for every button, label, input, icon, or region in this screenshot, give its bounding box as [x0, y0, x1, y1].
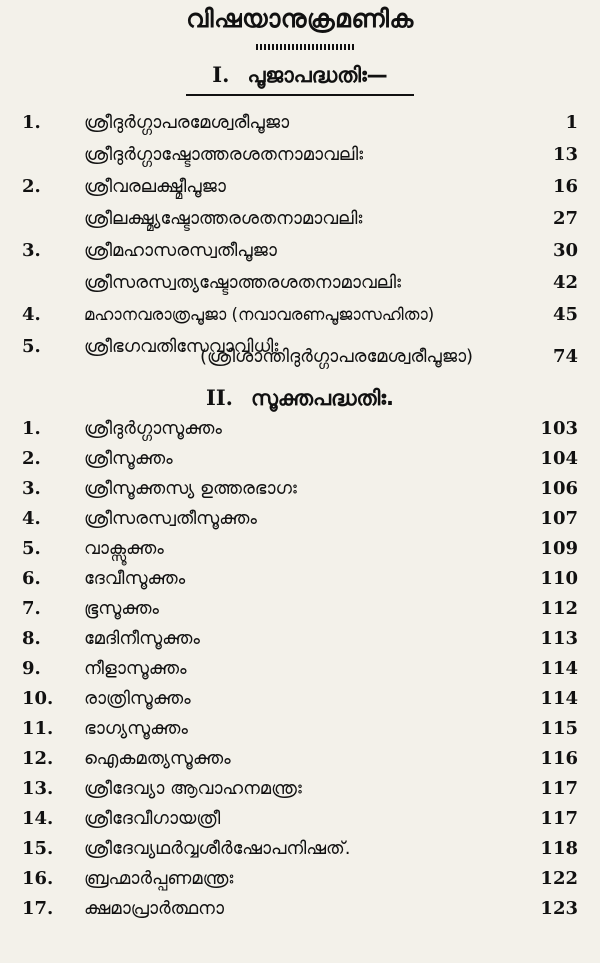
entry-title: നീളാസൂക്തം [84, 658, 187, 679]
entry-title: ശ്രീദുർഗ്ഗാപരമേശ്വരീപൂജാ [84, 112, 290, 133]
entry-title: ബ്രഹ്മാർപ്പണമന്ത്രഃ [84, 868, 234, 889]
entry-page: 74 [552, 346, 578, 367]
list-item [0, 773, 600, 805]
entry-title: രാത്രിസൂക്തം [84, 688, 191, 709]
entry-page: 122 [540, 868, 578, 889]
entry-title: ശ്രീമഹാസരസ്വതീപൂജാ [84, 240, 277, 261]
entry-number: 5. [22, 336, 41, 357]
section-number: II. [206, 385, 233, 410]
entry-number: 1. [22, 112, 41, 133]
entry-page: 123 [540, 898, 578, 919]
list-item [0, 413, 600, 445]
list-item [0, 503, 600, 535]
section-underline [186, 94, 414, 96]
entry-number: 7. [22, 598, 41, 619]
entry-number: 1. [22, 418, 41, 439]
entry-title: ശ്രീദേവ്യാ ആവാഹനമന്ത്രഃ [84, 778, 302, 799]
entry-title: ശ്രീസരസ്വതീസൂക്തം [84, 508, 257, 529]
entry-page: 116 [540, 748, 578, 769]
list-item [0, 713, 600, 745]
entry-title: ശ്രീസൂക്തസ്യ ഉത്തരഭാഗഃ [84, 478, 297, 499]
entry-number: 13. [22, 778, 54, 799]
entry-page: 16 [552, 176, 578, 197]
entry-title: ശ്രീദുർഗ്ഗാസൂക്തം [84, 418, 222, 439]
entry-title: വാക്സൂക്തം [84, 538, 164, 559]
entry-number: 3. [22, 478, 41, 499]
entry-title: ശ്രീദുർഗ്ഗാഷ്ടോത്തരശതനാമാവലിഃ [84, 144, 364, 165]
list-item [0, 593, 600, 625]
entry-title: ഭൂസൂക്തം [84, 598, 159, 619]
section-title: പൂജാപദ്ധതിഃ— [247, 63, 388, 87]
entry-title: (ശ്രീശാന്തിദുർഗ്ഗാപരമേശ്വരീപൂജാ) [200, 346, 474, 367]
entry-title: മഹാനവരാത്രപൂജാ (നവാവരണപൂജാസഹിതാ) [84, 305, 435, 324]
list-item [0, 893, 600, 925]
list-item [0, 533, 600, 565]
entry-page: 27 [552, 208, 578, 229]
entry-page: 117 [540, 778, 578, 799]
entry-title: ഐകമത്യസൂക്തം [84, 748, 231, 769]
list-item [0, 267, 600, 299]
entry-title: ഭാഗ്യസൂക്തം [84, 718, 188, 739]
entry-number: 4. [22, 304, 41, 325]
entry-title: ശ്രീവരലക്ഷ്മീപൂജാ [84, 176, 226, 197]
entry-title: ദേവീസൂക്തം [84, 568, 186, 589]
page-title: വിഷയാനുക്രമണിക [186, 4, 414, 33]
list-item [0, 203, 600, 235]
list-item [0, 803, 600, 835]
entry-page: 114 [540, 658, 578, 679]
list-item [0, 139, 600, 171]
section-heading-2 [0, 385, 600, 411]
entry-number: 9. [22, 658, 41, 679]
entry-page: 30 [552, 240, 578, 261]
entry-number: 14. [22, 808, 54, 829]
entry-page: 115 [540, 718, 578, 739]
entry-number: 11. [22, 718, 54, 739]
entry-page: 110 [540, 568, 578, 589]
list-item [0, 107, 600, 139]
entry-title: ശ്രീദേവീഗായത്രീ [84, 808, 221, 829]
list-item [0, 863, 600, 895]
list-item [0, 473, 600, 505]
entry-title: ശ്രീസരസ്വത്യഷ്ടോത്തരശതനാമാവലിഃ [84, 272, 401, 293]
list-item [0, 443, 600, 475]
entry-page: 109 [540, 538, 578, 559]
section-title: സൂക്തപദ്ധതിഃ. [250, 386, 394, 410]
list-item [0, 743, 600, 775]
entry-page: 104 [540, 448, 578, 469]
entry-number: 15. [22, 838, 54, 859]
entry-page: 113 [540, 628, 578, 649]
entry-page: 106 [540, 478, 578, 499]
entry-number: 6. [22, 568, 41, 589]
entry-number: 8. [22, 628, 41, 649]
list-item [0, 341, 600, 373]
entry-title: ശ്രീസൂക്തം [84, 448, 173, 469]
entry-title: ശ്രീഭഗവതിസേവാവിധിഃ [84, 336, 279, 357]
entry-page: 1 [565, 112, 578, 133]
entry-title: ശ്രീലക്ഷ്മ്യഷ്ടോത്തരശതനാമാവലിഃ [84, 208, 363, 229]
entry-number: 12. [22, 748, 54, 769]
section-heading-1 [0, 62, 600, 88]
entry-number: 4. [22, 508, 41, 529]
entry-number: 3. [22, 240, 41, 261]
entry-page: 118 [540, 838, 578, 859]
entry-number: 5. [22, 538, 41, 559]
list-item [0, 683, 600, 715]
entry-page: 42 [552, 272, 578, 293]
entry-number: 16. [22, 868, 54, 889]
entry-page: 107 [540, 508, 578, 529]
list-item [0, 563, 600, 595]
list-item [0, 235, 600, 267]
list-item [0, 299, 600, 331]
entry-page: 117 [540, 808, 578, 829]
title-decorative-rule [256, 44, 354, 50]
entry-title: മേദിനീസൂക്തം [84, 628, 200, 649]
list-item [0, 171, 600, 203]
entry-page: 45 [552, 304, 578, 325]
entry-title: ശ്രീദേവ്യഥർവ്വശീർഷോപനിഷത്. [84, 838, 351, 859]
entry-page: 112 [540, 598, 578, 619]
section-number: I. [212, 62, 230, 87]
entry-number: 10. [22, 688, 54, 709]
list-item [0, 833, 600, 865]
entry-number: 2. [22, 448, 41, 469]
entry-page: 13 [552, 144, 578, 165]
list-item [0, 623, 600, 655]
entry-page: 103 [540, 418, 578, 439]
entry-number: 2. [22, 176, 41, 197]
list-item [0, 653, 600, 685]
entry-page: 114 [540, 688, 578, 709]
entry-title: ക്ഷമാപ്രാർത്ഥനാ [84, 898, 224, 919]
entry-number: 17. [22, 898, 54, 919]
